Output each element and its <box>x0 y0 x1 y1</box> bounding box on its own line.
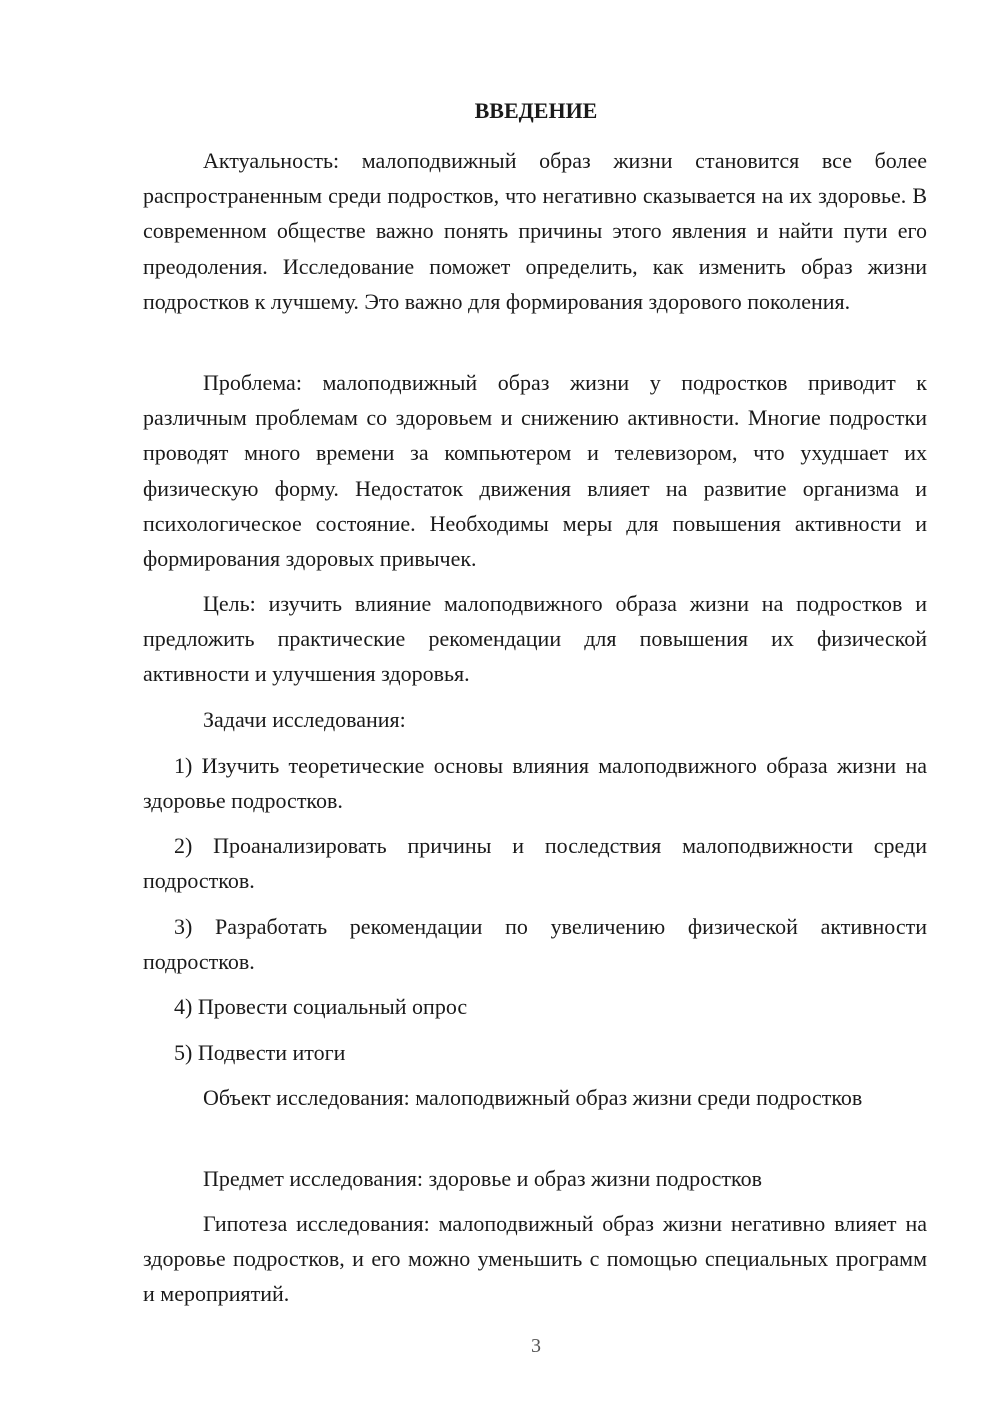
paragraph-relevance: Актуальность: малоподвижный образ жизни становится все более распространенным среди подростков, что негативно сказывается на их здоровье. В современном обществе важно понять причины этого явления и найти пути его преодоления. Исследование поможет определить, как изменить образ жизни подростков к лучшему. Это важно для формирования здорового поколения. <box>143 148 927 314</box>
paragraph-subject: Предмет исследования: здоровье и образ жизни подростков <box>203 1166 762 1191</box>
tasks-heading: Задачи исследования: <box>203 707 406 732</box>
task-item-2: 2) Проанализировать причины и последствия малоподвижности среди подростков. <box>143 833 927 894</box>
paragraph-object: Объект исследования: малоподвижный образ жизни среди подростков <box>203 1085 863 1110</box>
task-item-1: 1) Изучить теоретические основы влияния малоподвижного образа жизни на здоровье подростков. <box>143 753 927 814</box>
task-item-5: 5) Подвести итоги <box>174 1040 346 1065</box>
page-title: ВВЕДЕНИЕ <box>474 98 598 123</box>
paragraph-problem: Проблема: малоподвижный образ жизни у подростков приводит к различным проблемам со здоровьем и снижению активности. Многие подростки проводят много времени за компьютером и телевизором, что ухудшает их физическую форму. Недостаток движения влияет на развитие организма и психологическое состояние. Необходимы меры для повышения активности и формирования здоровых привычек. <box>143 370 927 572</box>
paragraph-hypothesis: Гипотеза исследования: малоподвижный образ жизни негативно влияет на здоровье подростков, и его можно уменьшить с помощью специальных программ и мероприятий. <box>143 1211 927 1307</box>
task-item-4: 4) Провести социальный опрос <box>174 994 468 1019</box>
page-number: 3 <box>531 1335 541 1357</box>
task-item-3: 3) Разработать рекомендации по увеличению физической активности подростков. <box>143 914 927 975</box>
paragraph-goal: Цель: изучить влияние малоподвижного образа жизни на подростков и предложить практические рекомендации для повышения их физической активности и улучшения здоровья. <box>143 591 927 687</box>
